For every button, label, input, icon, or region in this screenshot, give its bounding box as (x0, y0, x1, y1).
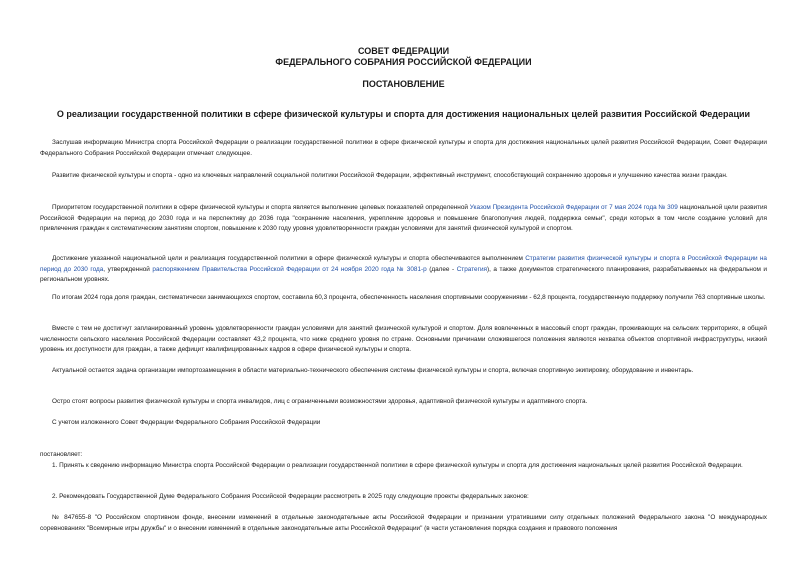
issuer-line-1: СОВЕТ ФЕДЕРАЦИИ (357, 46, 450, 56)
paragraph-resolves: постановляет: (40, 451, 83, 458)
strategy-short-link[interactable]: Стратегия (456, 265, 487, 273)
document-title: О реализации государственной политики в сфере физической культуры и спорта для достижения национальных целей развития Российской Федерации (56, 109, 751, 119)
paragraph-disabled-sport: Остро стоят вопросы развития физической культуры и спорта инвалидов, лиц с ограниченными возможностями здоровья, адаптивной физической культуры и адаптивного спорта. (52, 398, 588, 405)
paragraph-priority (40, 203, 767, 235)
document-type: ПОСТАНОВЛЕНИЕ (362, 79, 445, 89)
paragraph-considering: С учетом изложенного Совет Федерации Федерального Собрания Российской Федерации (52, 419, 321, 426)
paragraph-text: ), а также документов стратегического планирования, разрабатываемых на федеральном и региональном уровнях. (40, 265, 767, 283)
strategy-link[interactable]: Стратегии развития физической культуры и спорта в Российской Федерации на период до 2030 года (40, 255, 767, 273)
issuer-line-2: ФЕДЕРАЛЬНОГО СОБРАНИЯ РОССИЙСКОЙ ФЕДЕРАЦИИ (275, 57, 532, 67)
bill-847655-8: № 847655-8 "О Российском спортивном фонде, внесении изменений в отдельные законодательные акты Российской Федерации и признании утратившими силу отдельных положений Федерального закона "О международных соревнованиях "Всемирные игры дружбы" и о внесении изменений в отдельные законодательные акты Российской Федерации" (в части установления порядка создания и правового положения (40, 514, 767, 532)
paragraph-text: (далее - (426, 265, 457, 273)
paragraph-development: Развитие физической культуры и спорта - одно из ключевых направлений социальной политики Российской Федерации, эффективный инструмент, способствующий сохранению здоровья и улучшению качества жизни граждан. (52, 172, 728, 179)
paragraph-intro: Заслушав информацию Министра спорта Российской Федерации о реализации государственной политики в сфере физической культуры и спорта для достижения национальных целей развития Российской Федерации, Совет Федерации Федерального Собрания Российской Федерации отмечает следующее. (40, 139, 767, 157)
resolution-item-2: 2. Рекомендовать Государственной Думе Федерального Собрания Российской Федерации рассмотреть в 2025 году следующие проекты федеральных законов: (52, 493, 529, 500)
resolution-item-1: 1. Принять к сведению информацию Министра спорта Российской Федерации о реализации государственной политики в сфере физической культуры и спорта для достижения национальных целей развития Российской Федерации. (52, 462, 743, 469)
paragraph-text: , утвержденной (103, 265, 153, 273)
paragraph-text: Приоритетом государственной политики в сфере физической культуры и спорта является выполнение целевых показателей определенной (52, 204, 470, 211)
paragraph-problems: Вместе с тем не достигнут запланированный уровень удовлетворенности граждан условиями для занятий физической культурой и спортом. Доля вовлеченных в массовый спорт граждан, проживающих на сельских территориях, в общей численности сельского населения Российской Федерации составляет 43,2 процента, что ниже среднего уровня по стране. Основными причинами сложившегося положения являются нехватка объектов спортивной инфраструктуры, низкий уровень их доступности для граждан, а также дефицит квалифицированных кадров в сфере физической культуры и спорта. (40, 325, 767, 353)
paragraph-results-2024: По итогам 2024 года доля граждан, систематически занимающихся спортом, составила 60,3 процента, обеспеченность населения спортивными сооружениями - 62,8 процента, государственную поддержку получили 763 спортивные школы. (52, 294, 766, 301)
paragraph-text: Достижение указанной национальной цели и реализация государственной политики в сфере физической культуры и спорта обеспечиваются выполнением (52, 255, 526, 262)
decree-link[interactable]: Указом Президента Российской Федерации от 7 мая 2024 года № 309 (469, 204, 678, 211)
paragraph-strategy (40, 254, 767, 286)
government-order-link[interactable]: распоряжением Правительства Российской Федерации от 24 ноября 2020 года № 3081-р (152, 265, 427, 273)
paragraph-text: национальной цели развития Российской Федерации на период до 2030 года и на перспективу до 2036 года "сохранение населения, укрепление здоровья и повышение благополучия людей, поддержка семьи", среди которых в том числе создание условий для привлечения граждан к систематическим занятиям спортом, повышение к 2030 году уровня удовлетворенности граждан условиями для занятий физической культурой и спортом. (40, 204, 767, 232)
paragraph-import-substitution: Актуальной остается задача организации импортозамещения в области материально-технического обеспечения системы физической культуры и спорта, включая спортивную экипировку, оборудование и инвентарь. (52, 367, 694, 374)
